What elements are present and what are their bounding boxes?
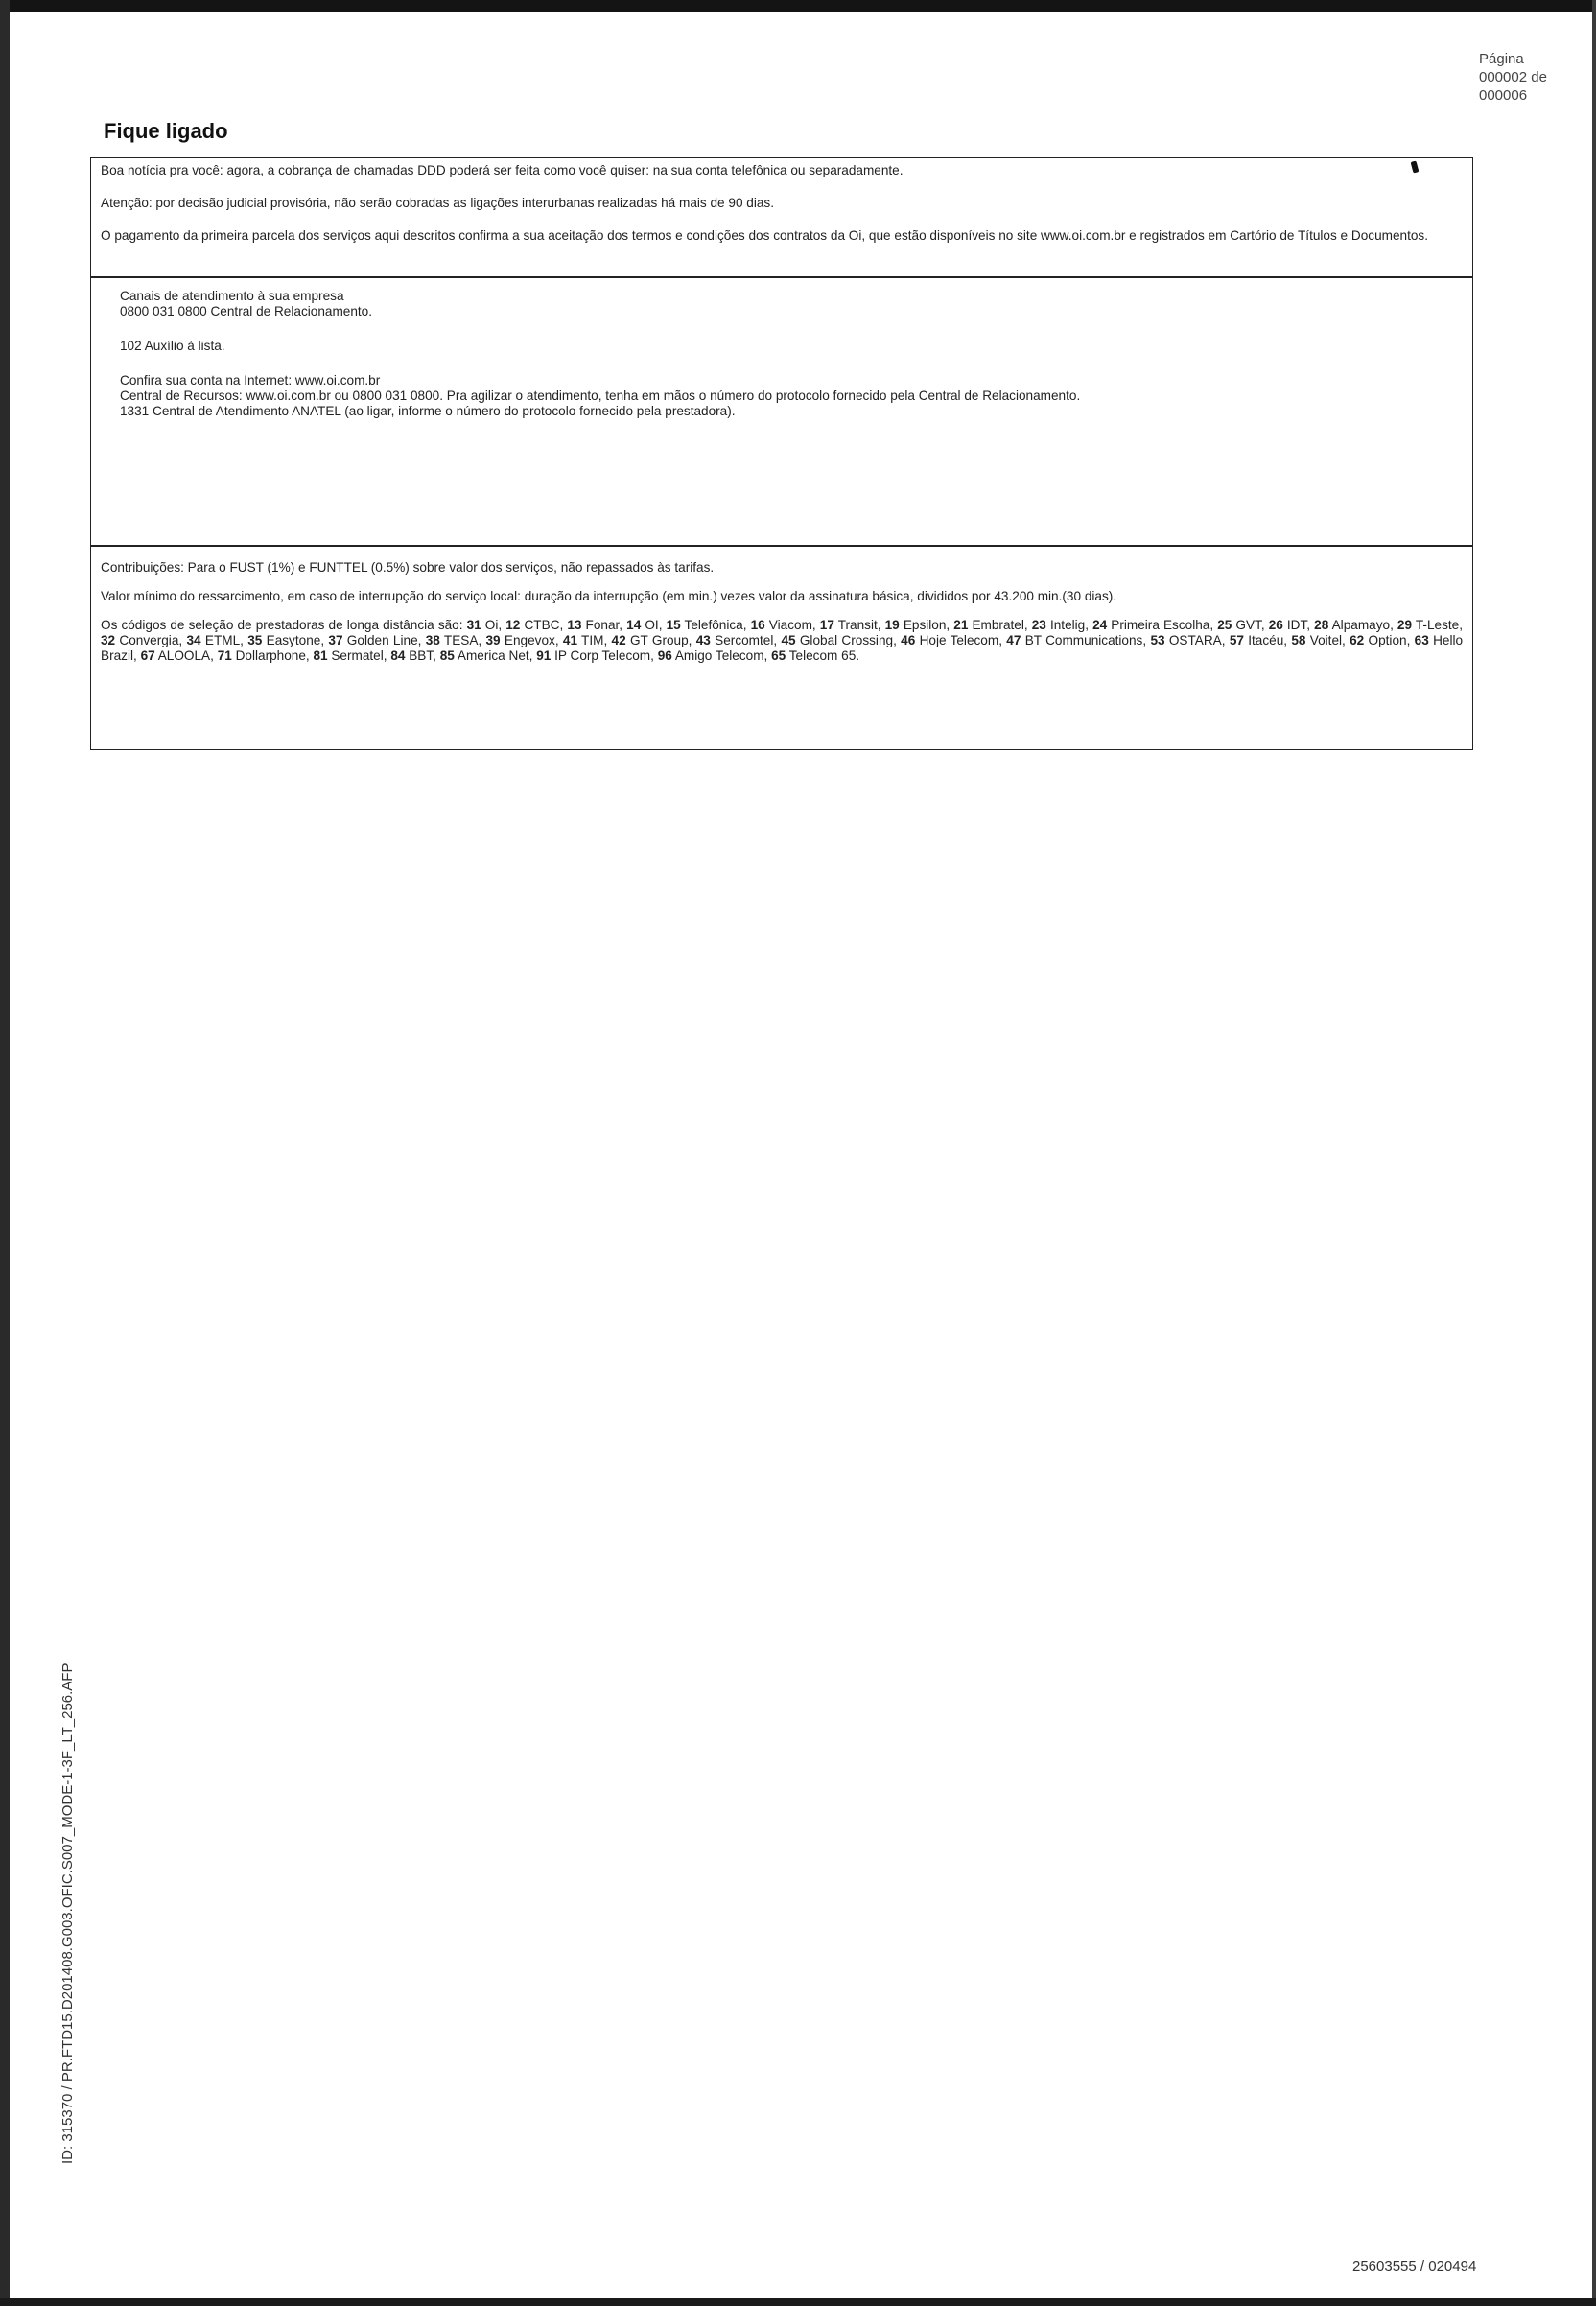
carrier-code-name: T-Leste [1412,618,1460,632]
carrier-code-name: IDT [1282,618,1307,632]
carrier-code-number: 38 [425,633,440,647]
carrier-code-name: TIM [577,633,604,647]
carrier-code-item [1291,633,1342,647]
carrier-code-number: 57 [1229,633,1244,647]
carrier-code-name: Telefônica [680,618,743,632]
carrier-code-name: Hello Brazil [101,633,1464,663]
carrier-code-number: 32 [101,633,116,647]
carrier-code-name: Oi [481,618,499,632]
carrier-code-number: 84 [390,648,406,663]
scan-top-edge [0,0,1596,12]
carrier-code-item [1217,618,1261,632]
carrier-code-name: ALOOLA [154,648,211,663]
carrier-code-number: 45 [781,633,796,647]
info-contribuicoes: Contribuições: Para o FUST (1%) e FUNTTEL (0.5%) sobre valor dos serviços, não repassados às tarifas. [101,560,715,575]
carrier-code-item [485,633,554,647]
carrier-code-name: BT Communications [1021,633,1143,647]
carrier-code-item [820,618,878,632]
carrier-code-number: 35 [247,633,263,647]
carrier-code-name: Dollarphone [231,648,306,663]
carrier-code-name: Sercomtel [710,633,774,647]
carrier-code-number: 29 [1396,618,1413,632]
carrier-code-number: 19 [884,618,900,632]
carrier-code-number: 71 [217,648,232,663]
notices-box [90,157,1473,278]
carrier-code-item [901,633,998,647]
carrier-code-name: Intelig [1045,618,1086,632]
channel-central: 0800 031 0800 Central de Relacionamento. [120,304,373,318]
carrier-code-name: Engevox [500,633,555,647]
carrier-code-item [440,648,529,663]
carrier-code-number: 15 [666,618,681,632]
carrier-code-number: 58 [1291,633,1306,647]
carrier-code-number: 63 [1414,633,1429,647]
carrier-code-number: 24 [1092,618,1108,632]
carrier-code-name: CTBC [520,618,560,632]
carrier-code-name: Primeira Escolha [1107,618,1210,632]
carrier-code-name: ETML [200,633,241,647]
carrier-code-number: 23 [1031,618,1046,632]
carrier-code-name: Epsilon [899,618,947,632]
carrier-code-item [667,618,743,632]
carrier-code-item [612,633,689,647]
carrier-codes-intro: Os códigos de seleção de prestadoras de longa distância são: [101,618,463,632]
carrier-code-item [1006,633,1142,647]
carrier-code-number: 53 [1150,633,1165,647]
carrier-code-name: TESA [439,633,479,647]
carrier-code-name: Fonar [581,618,620,632]
carrier-code-name: Option [1364,633,1407,647]
carrier-code-item [141,648,211,663]
carrier-code-item [218,648,306,663]
carrier-code-number: 67 [140,648,155,663]
carrier-code-name: Global Crossing [795,633,894,647]
carrier-code-item [426,633,479,647]
carrier-code-number: 81 [313,648,328,663]
carrier-code-name: Embratel [968,618,1024,632]
carrier-code-name: America Net [454,648,529,663]
carrier-code-name: Easytone [262,633,321,647]
carrier-code-name: Amigo Telecom [671,648,764,663]
carrier-code-item [328,633,417,647]
carrier-code-number: 31 [466,618,481,632]
carrier-code-number: 25 [1217,618,1232,632]
carrier-code-item [696,633,774,647]
scan-right-edge [1592,0,1596,2306]
carrier-code-item [567,618,619,632]
carrier-code-number: 37 [328,633,343,647]
page-number [1479,50,1547,105]
carrier-code-item [953,618,1024,632]
carrier-code-number: 85 [439,648,455,663]
page-number-total: 000006 [1479,87,1528,104]
carrier-code-number: 42 [611,633,626,647]
carrier-code-item [658,648,764,663]
document-footer-id: 25603555 / 020494 [1352,2258,1477,2274]
carrier-code-number: 91 [536,648,552,663]
carrier-code-number: 47 [1006,633,1021,647]
carrier-code-number: 41 [562,633,578,647]
carrier-code-name: OSTARA [1164,633,1222,647]
carrier-code-name: Convergia [115,633,179,647]
channel-internet: Confira sua conta na Internet: www.oi.com.br [120,373,381,388]
carrier-code-name: Viacom [764,618,812,632]
channel-recursos: Central de Recursos: www.oi.com.br ou 0800 031 0800. Pra agilizar o atendimento, tenha em mãos o número do protocolo fornecido pela Central de Relacionamento. [120,388,1081,403]
channel-anatel: 1331 Central de Atendimento ANATEL (ao ligar, informe o número do protocolo fornecido pela prestadora). [120,404,736,418]
carrier-code-item [1150,633,1221,647]
carrier-code-name: Golden Line [342,633,418,647]
document-side-id: ID: 315370 / PR.FTD15.D201408.G003.OFIC.S007_MODE-1-3F_LT_256.AFP [59,1662,76,2164]
carrier-code-number: 39 [485,633,501,647]
carrier-code-number: 96 [657,648,672,663]
info-box [90,545,1473,750]
carrier-code-item [313,648,383,663]
carrier-code-number: 62 [1350,633,1365,647]
carrier-code-number: 21 [953,618,969,632]
carrier-code-item [1350,633,1406,647]
carrier-code-name: OI [641,618,659,632]
carrier-code-name: Hoje Telecom [915,633,999,647]
carrier-code-item [626,618,659,632]
carrier-code-name: BBT [405,648,434,663]
carrier-code-item [885,618,947,632]
carrier-code-item [505,618,559,632]
carrier-code-item [771,648,856,663]
carrier-code-item [1230,633,1283,647]
carrier-code-number: 65 [771,648,786,663]
carrier-code-item [247,633,320,647]
carrier-code-number: 46 [901,633,916,647]
carrier-code-number: 34 [186,633,201,647]
info-ressarcimento: Valor mínimo do ressarcimento, em caso de interrupção do serviço local: duração da interrupção (em min.) vezes valor da assinatura básica, divididos por 43.200 min.(30 dias). [101,589,1117,603]
channels-box [90,276,1473,547]
channels-heading: Canais de atendimento à sua empresa [120,289,344,303]
carrier-code-number: 43 [695,633,711,647]
carrier-code-item [1397,618,1459,632]
notice-terms: O pagamento da primeira parcela dos serviços aqui descritos confirma a sua aceitação dos termos e condições dos contratos da Oi, que estão disponíveis no site www.oi.com.br e registrados em Cartório de Títulos e Documentos. [101,228,1428,243]
carrier-code-item [1269,618,1307,632]
carrier-code-name: Voitel [1305,633,1343,647]
carrier-code-item [1032,618,1085,632]
carrier-code-item [563,633,604,647]
scan-left-edge [0,0,10,2306]
carrier-code-number: 13 [567,618,582,632]
carrier-code-name: Itacéu [1243,633,1284,647]
carrier-code-number: 16 [750,618,765,632]
carrier-code-number: 12 [505,618,521,632]
scan-bottom-edge [0,2298,1596,2306]
carrier-code-number: 28 [1314,618,1329,632]
notice-ddd: Boa notícia pra você: agora, a cobrança de chamadas DDD poderá ser feita como você quiser: na sua conta telefônica ou separadamente. [101,163,904,177]
carrier-code-item [186,633,240,647]
carrier-code-item [390,648,433,663]
page-number-current: 000002 de [1479,69,1547,85]
carrier-code-item [536,648,650,663]
carrier-code-number: 14 [626,618,642,632]
notice-judicial: Atenção: por decisão judicial provisória, não serão cobradas as ligações interurbanas realizadas há mais de 90 dias. [101,196,774,210]
carrier-code-item [467,618,499,632]
carrier-code-name: IP Corp Telecom [551,648,651,663]
carrier-code-name: Sermatel [327,648,384,663]
channel-auxilio: 102 Auxílio à lista. [120,339,225,353]
carrier-code-name: Transit [833,618,878,632]
carrier-code-item [751,618,812,632]
carrier-code-item [781,633,893,647]
carrier-code-number: 26 [1268,618,1283,632]
carrier-code-name: GVT [1232,618,1261,632]
carrier-code-name: GT Group [625,633,689,647]
carrier-code-name: Telecom 65 [786,648,857,663]
carrier-code-name: Alpamayo [1328,618,1391,632]
carrier-code-item [1314,618,1390,632]
carrier-code-item [1092,618,1209,632]
section-title: Fique ligado [104,119,228,143]
carrier-codes: Os códigos de seleção de prestadoras de longa distância são: 31 Oi, 12 CTBC, 13 Fonar, 14 OI, 15 Telefônica, 16 Viacom, 17 Transit, 19 Epsilon, 21 Embratel, 23 Intelig, 24 Primeira Escolha, 25 GVT, 26 IDT, 28 Alpamayo, 29 T-Leste, 32 Convergia, 34 ETML, 35 Easytone, 37 Golden Line, 38 TESA, 39 Engevox, 41 TIM, 42 GT Group, 43 Sercomtel, 45 Global Crossing, 46 Hoje Telecom, 47 BT Communications, 53 OSTARA, 57 Itacéu, 58 Voitel, 62 Option, 63 Hello Brazil, 67 ALOOLA, 71 Dollarphone, 81 Sermatel, 84 BBT, 85 America Net, 91 IP Corp Telecom, 96 Amigo Telecom, 65 Telecom 65. [101,618,1464,663]
carrier-code-item [101,633,178,647]
page-number-label: Página [1479,51,1524,67]
carrier-code-number: 17 [819,618,834,632]
